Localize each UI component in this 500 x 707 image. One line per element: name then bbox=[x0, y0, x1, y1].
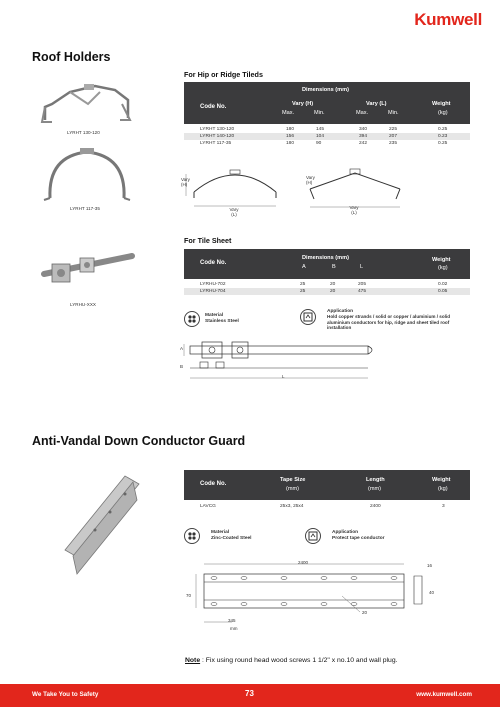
cell-value: 25 bbox=[300, 289, 306, 294]
tile-b-header: B bbox=[332, 264, 336, 270]
cell-value: 180 bbox=[286, 127, 295, 132]
guard-material-value: Zinc-Coated Steel bbox=[211, 536, 252, 541]
tile-diag-l: L bbox=[282, 374, 285, 379]
hip-max-h: Max. bbox=[282, 110, 295, 116]
cell-value: 207 bbox=[389, 134, 398, 139]
guard-weight-header: Weight bbox=[432, 477, 451, 483]
section-title-roof-holders: Roof Holders bbox=[32, 50, 111, 64]
cell-value: 340 bbox=[359, 127, 368, 132]
table-row bbox=[184, 288, 470, 295]
cell-value: 90 bbox=[316, 141, 322, 146]
guard-dim-345: 345 bbox=[228, 618, 236, 623]
cell-value: 20 bbox=[330, 289, 336, 294]
footer-page-number: 73 bbox=[245, 689, 254, 698]
guard-dim-mm: mm bbox=[230, 626, 238, 631]
hip-code-header: Code No. bbox=[200, 104, 227, 110]
guard-tape-unit: (mm) bbox=[286, 486, 300, 492]
table-row bbox=[184, 126, 470, 133]
cell-value: 2400 bbox=[370, 504, 381, 509]
cell-value: 394 bbox=[359, 134, 368, 139]
cell-code: LYRHT 130-120 bbox=[200, 127, 235, 132]
hip-holder-image bbox=[40, 82, 135, 132]
diag-vary-h-label-1: Vary (H) bbox=[181, 177, 190, 187]
cell-value: 0.23 bbox=[438, 134, 448, 139]
note bbox=[185, 657, 397, 664]
cell-value: 205 bbox=[358, 282, 367, 287]
hip-vary-l-header: Vary (L) bbox=[366, 101, 387, 107]
tile-diag-b: B bbox=[180, 364, 184, 369]
guard-dim-20: 20 bbox=[362, 610, 368, 615]
tile-table-body bbox=[184, 281, 470, 295]
hip-min-h: Min. bbox=[314, 110, 325, 116]
diag-vary-h-label-2: Vary (H) bbox=[306, 175, 315, 185]
cell-code: LYRHT 140-120 bbox=[200, 134, 235, 139]
hip-weight-header: Weight bbox=[432, 101, 451, 107]
cell-code: LYRHT 117-35 bbox=[200, 141, 232, 146]
cell-value: 25 bbox=[300, 282, 306, 287]
hip-vary-h-header: Vary (H) bbox=[292, 101, 314, 107]
hip-weight-unit: (kg) bbox=[438, 110, 448, 116]
footer-bar bbox=[0, 684, 500, 707]
hip-image-label-1: LYRHT 130-120 bbox=[67, 130, 100, 135]
diag-vary-l-label-2: Vary (L) bbox=[349, 205, 359, 215]
note-text: : Fix using round head wood screws 1 1/2" x no.10 and wall plug. bbox=[202, 657, 398, 664]
hip-dims-header: Dimensions (mm) bbox=[302, 87, 349, 93]
guard-weight-unit: (kg) bbox=[438, 486, 448, 492]
guard-diagram bbox=[182, 556, 442, 636]
hip-holder-image-2 bbox=[42, 146, 132, 202]
tile-image-label: LYRHU-XXX bbox=[70, 302, 96, 307]
cell-value: 20 bbox=[330, 282, 336, 287]
cell-code: LYRHU-704 bbox=[200, 289, 226, 294]
cell-value: 225 bbox=[389, 127, 398, 132]
tile-l-header: L bbox=[360, 264, 364, 270]
tile-code-header: Code No. bbox=[200, 260, 227, 266]
guard-tape-size-header: Tape Size bbox=[280, 477, 306, 483]
guard-dim-70: 70 bbox=[186, 593, 192, 598]
cell-value: 0.02 bbox=[438, 282, 448, 287]
cell-value: 0.25 bbox=[438, 127, 448, 132]
section-title-guard: Anti-Vandal Down Conductor Guard bbox=[32, 434, 246, 448]
cell-value: 145 bbox=[316, 127, 325, 132]
tile-application-value: Hold copper strands / solid or copper / aluminium / solid aluminium conductors for hip, ridge and sheet tiled roof installation bbox=[327, 314, 451, 330]
guard-image bbox=[55, 470, 145, 590]
application-icon bbox=[300, 309, 316, 325]
cell-code: LYRHU-702 bbox=[200, 282, 226, 287]
table-row bbox=[184, 133, 470, 140]
guard-dim-2400: 2400 bbox=[298, 560, 309, 565]
hip-max-l: Max. bbox=[356, 110, 369, 116]
footer-tagline: We Take You to Safety bbox=[32, 691, 99, 698]
guard-table-header bbox=[184, 470, 470, 500]
cell-value: 156 bbox=[286, 134, 295, 139]
guard-code-header: Code No. bbox=[200, 481, 227, 487]
table-row bbox=[184, 503, 470, 510]
cell-value: 0.05 bbox=[438, 289, 448, 294]
subtitle-tile-sheet: For Tile Sheet bbox=[184, 236, 232, 245]
hip-table-body bbox=[184, 126, 470, 147]
tile-dims-header: Dimensions (mm) bbox=[302, 255, 349, 261]
note-label: Note bbox=[185, 657, 201, 664]
guard-dim-16: 16 bbox=[427, 563, 433, 568]
cell-value: 0.25 bbox=[438, 141, 448, 146]
tile-material-title: Material bbox=[205, 313, 224, 318]
guard-application-icon bbox=[305, 528, 321, 544]
cell-value: 475 bbox=[358, 289, 367, 294]
cell-value: 104 bbox=[316, 134, 325, 139]
hip-min-l: Min. bbox=[388, 110, 399, 116]
tile-holder-image bbox=[40, 248, 140, 300]
cell-code: LAVCG bbox=[200, 504, 216, 509]
material-icon bbox=[184, 311, 200, 327]
guard-dim-40: 40 bbox=[429, 590, 435, 595]
hip-table-header bbox=[184, 82, 470, 124]
guard-material-icon bbox=[184, 528, 200, 544]
guard-material-title: Material bbox=[211, 530, 230, 535]
tile-material-value: Stainless Steel bbox=[205, 319, 239, 324]
table-row bbox=[184, 281, 470, 288]
subtitle-hip-ridge: For Hip or Ridge Tileds bbox=[184, 70, 263, 79]
guard-length-header: Length bbox=[366, 477, 385, 483]
tile-table-header bbox=[184, 249, 470, 279]
tile-application-title: Application bbox=[327, 309, 354, 314]
footer-website[interactable]: www.kumwell.com bbox=[416, 691, 472, 698]
guard-length-unit: (mm) bbox=[368, 486, 382, 492]
guard-application-title: Application bbox=[332, 530, 359, 535]
cell-value: 242 bbox=[359, 141, 368, 146]
hip-image-label-2: LYRHT 117-35 bbox=[70, 206, 100, 211]
cell-value: 25x3, 25x4 bbox=[280, 504, 304, 509]
table-row bbox=[184, 140, 470, 147]
cell-value: 180 bbox=[286, 141, 295, 146]
tile-a-header: A bbox=[302, 264, 306, 270]
tile-weight-header: Weight bbox=[432, 257, 451, 263]
guard-application-value: Protect tape conductor bbox=[332, 536, 385, 541]
tile-diag-a: A bbox=[180, 346, 184, 351]
cell-value: 235 bbox=[389, 141, 398, 146]
guard-table-body bbox=[184, 503, 470, 510]
cell-value: 3 bbox=[442, 504, 445, 509]
brand-logo: Kumwell bbox=[414, 10, 482, 29]
tile-weight-unit: (kg) bbox=[438, 265, 448, 271]
diag-vary-l-label-1: Vary (L) bbox=[229, 207, 239, 217]
